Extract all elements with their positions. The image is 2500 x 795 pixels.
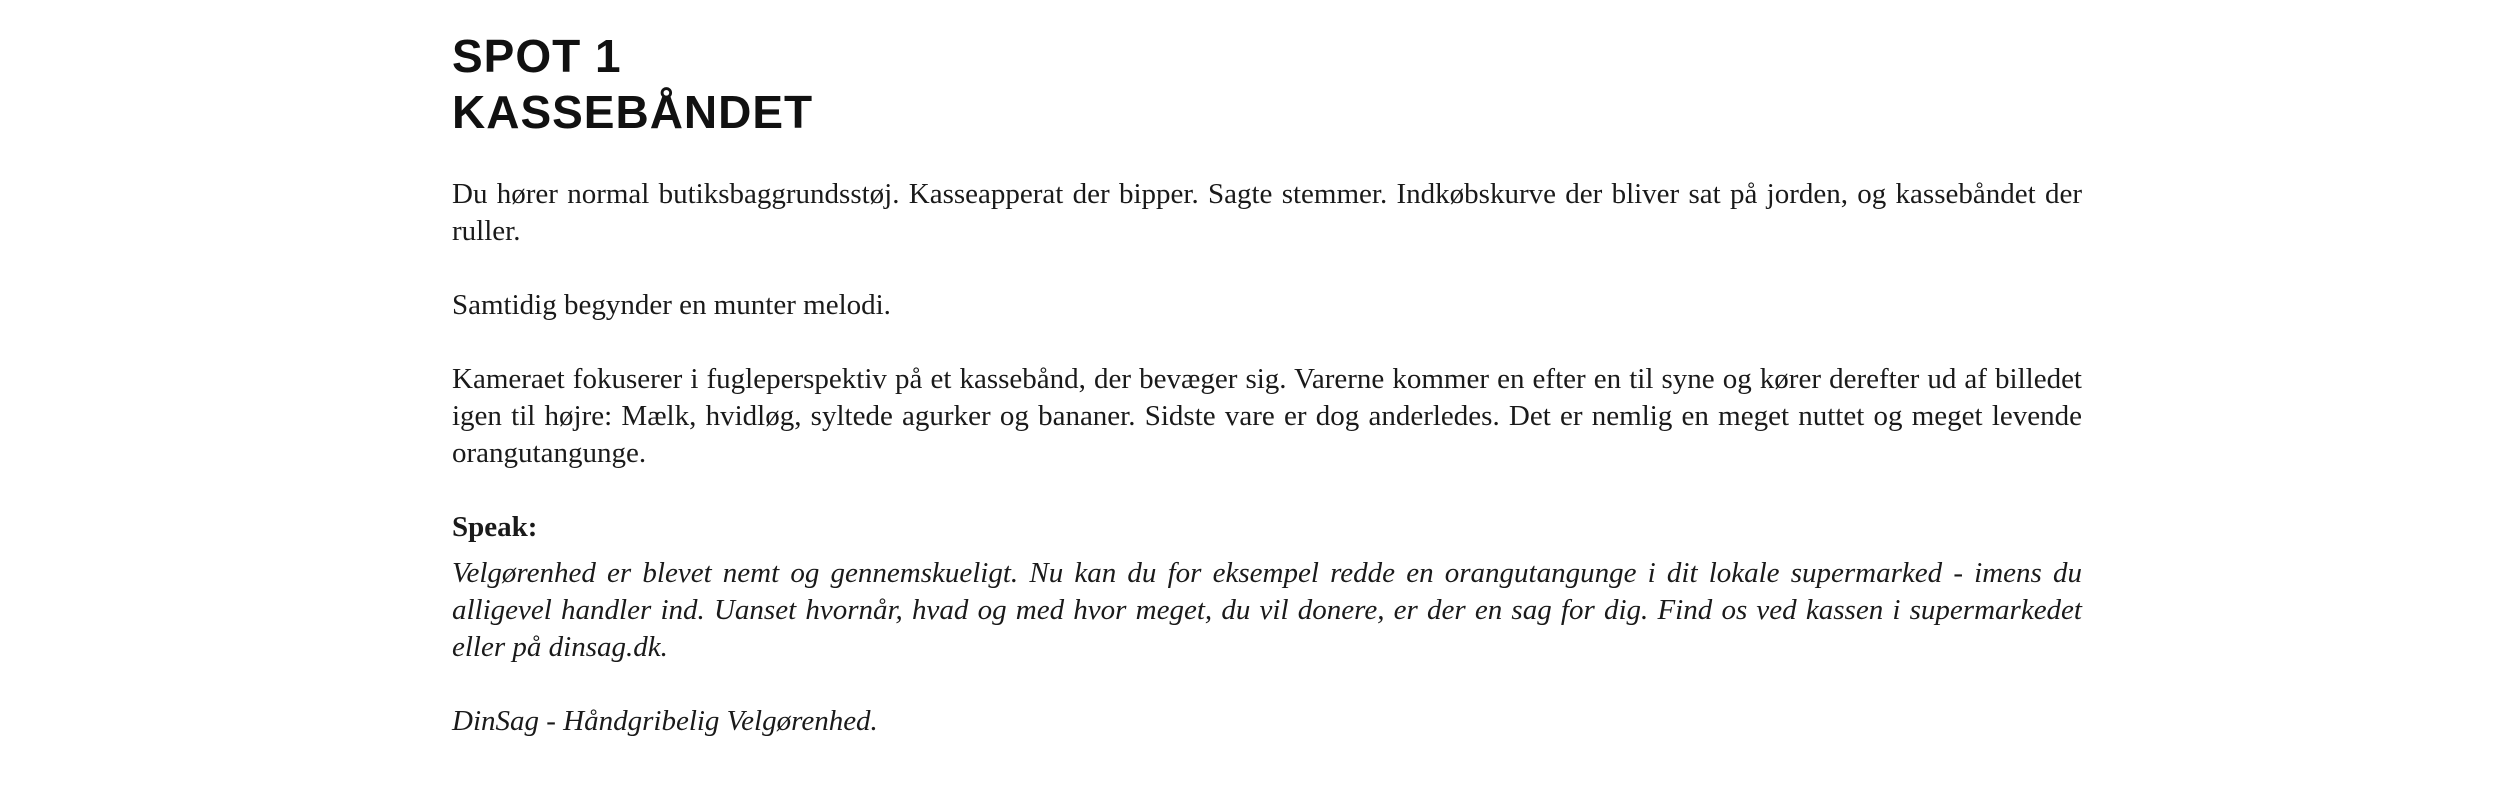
paragraph-sound-description: Du hører normal butiksbaggrundsstøj. Kasseapperat der bipper. Sagte stemmer. Indkøbskurve der bliver sat på jorden, og kassebåndet der ruller. <box>452 178 2082 247</box>
speak-label: Speak: <box>452 511 538 543</box>
title-line-spot: SPOT 1 <box>452 30 622 82</box>
script-body <box>452 176 2082 740</box>
paragraph-melody: Samtidig begynder en munter melodi. <box>452 289 891 321</box>
page-title <box>452 28 2082 140</box>
paragraph-camera-description: Kameraet fokuserer i fugleperspektiv på et kassebånd, der bevæger sig. Varerne kommer en efter en til syne og kører derefter ud af billedet igen til højre: Mælk, hvidløg, syltede agurker og bananer. Sidste vare er dog anderledes. Det er nemlig en meget nuttet og meget levende orangutangunge. <box>452 363 2082 469</box>
tagline: DinSag - Håndgribelig Velgørenhed. <box>452 705 878 737</box>
title-line-name: KASSEBÅNDET <box>452 86 814 138</box>
speak-voiceover-text: Velgørenhed er blevet nemt og gennemskueligt. Nu kan du for eksempel redde en orangutangunge i dit lokale supermarked - imens du alligevel handler ind. Uanset hvornår, hvad og med hvor meget, du vil donere, er der en sag for dig. Find os ved kassen i supermarkedet eller på dinsag.dk. <box>452 557 2082 663</box>
document-page <box>452 28 2082 740</box>
